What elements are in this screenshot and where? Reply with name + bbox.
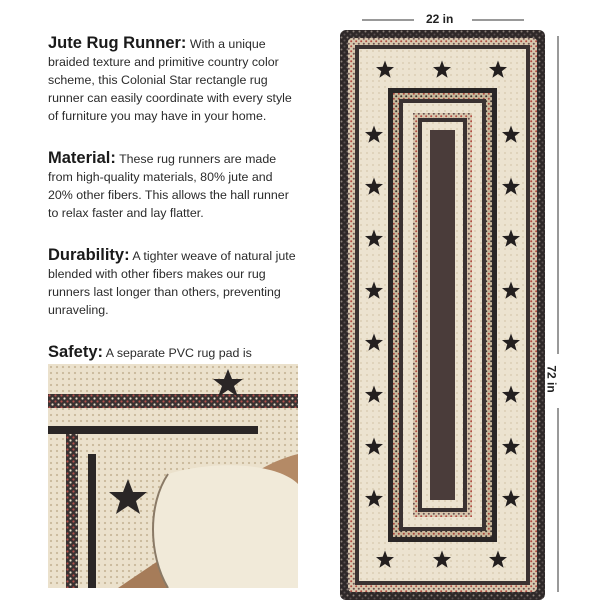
- feature-title: Material:: [48, 149, 116, 167]
- feature-title: Durability:: [48, 246, 130, 264]
- feature-text: A tighter weave of natural jute blended with other fibers makes our rug runners last longer than others, preventing unraveling.: [48, 249, 296, 317]
- feature-durability: [48, 246, 300, 319]
- feature-material: [48, 149, 300, 222]
- rug-runner-image: [340, 30, 545, 600]
- width-dimension: [362, 10, 542, 30]
- feature-title: Jute Rug Runner:: [48, 34, 187, 52]
- width-label: 22 in: [426, 12, 454, 26]
- feature-text: With a unique braided texture and primitive country color scheme, this Colonial Star rectangle rug runner can easily coordinate with every style of furniture you may have in your home.: [48, 37, 292, 123]
- feature-title: Safety:: [48, 343, 104, 361]
- length-label: 72 in: [544, 365, 559, 393]
- feature-text: A separate PVC rug pad is: [105, 346, 252, 360]
- feature-jute-rug-runner: [48, 34, 300, 125]
- length-dimension: [544, 36, 568, 592]
- feature-text: These rug runners are made from high-quality materials, 80% jute and 20% other fibers. This allows the hall runner to relax faster and lay flatter.: [48, 152, 289, 220]
- rug-closeup-photo: [48, 364, 298, 588]
